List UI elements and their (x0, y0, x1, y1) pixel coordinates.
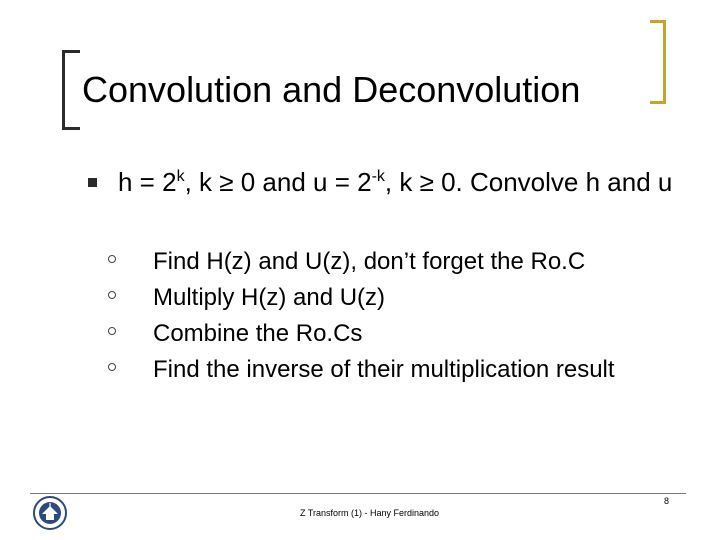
title-left-bracket (62, 50, 80, 130)
sub-bullet-text: Find H(z) and U(z), don’t forget the Ro.C (153, 248, 586, 275)
sub-bullet-text: Multiply H(z) and U(z) (153, 284, 386, 311)
circle-bullet-icon (108, 255, 116, 263)
sub-bullet-list (108, 244, 653, 388)
footer-text: Z Transform (1) - Hany Ferdinando (300, 508, 440, 518)
footer-divider (30, 493, 686, 494)
square-bullet-icon (88, 178, 97, 187)
sub-bullet-item (108, 316, 653, 352)
main-bullet-part3: , k ≥ 0. Convolve h and u (384, 167, 673, 197)
page-number: 8 (664, 496, 670, 506)
main-bullet-part2: , k ≥ 0 and u = 2 (184, 167, 372, 197)
main-bullet-exponent-1: k (176, 168, 185, 185)
university-seal-icon (32, 495, 68, 531)
circle-bullet-icon (108, 327, 116, 335)
sub-bullet-text: Find the inverse of their multiplication result (153, 356, 615, 383)
sub-bullet-item (108, 352, 653, 388)
circle-bullet-icon (108, 363, 116, 371)
main-bullet-text (118, 164, 678, 200)
title-right-bracket (650, 20, 666, 104)
circle-bullet-icon (108, 291, 116, 299)
sub-bullet-item (108, 280, 653, 316)
slide-title: Convolution and Deconvolution (82, 69, 581, 110)
sub-bullet-text: Combine the Ro.Cs (153, 320, 363, 347)
main-bullet-part1: h = 2 (118, 167, 177, 197)
sub-bullet-item (108, 244, 653, 280)
main-bullet-exponent-2: -k (371, 168, 385, 185)
